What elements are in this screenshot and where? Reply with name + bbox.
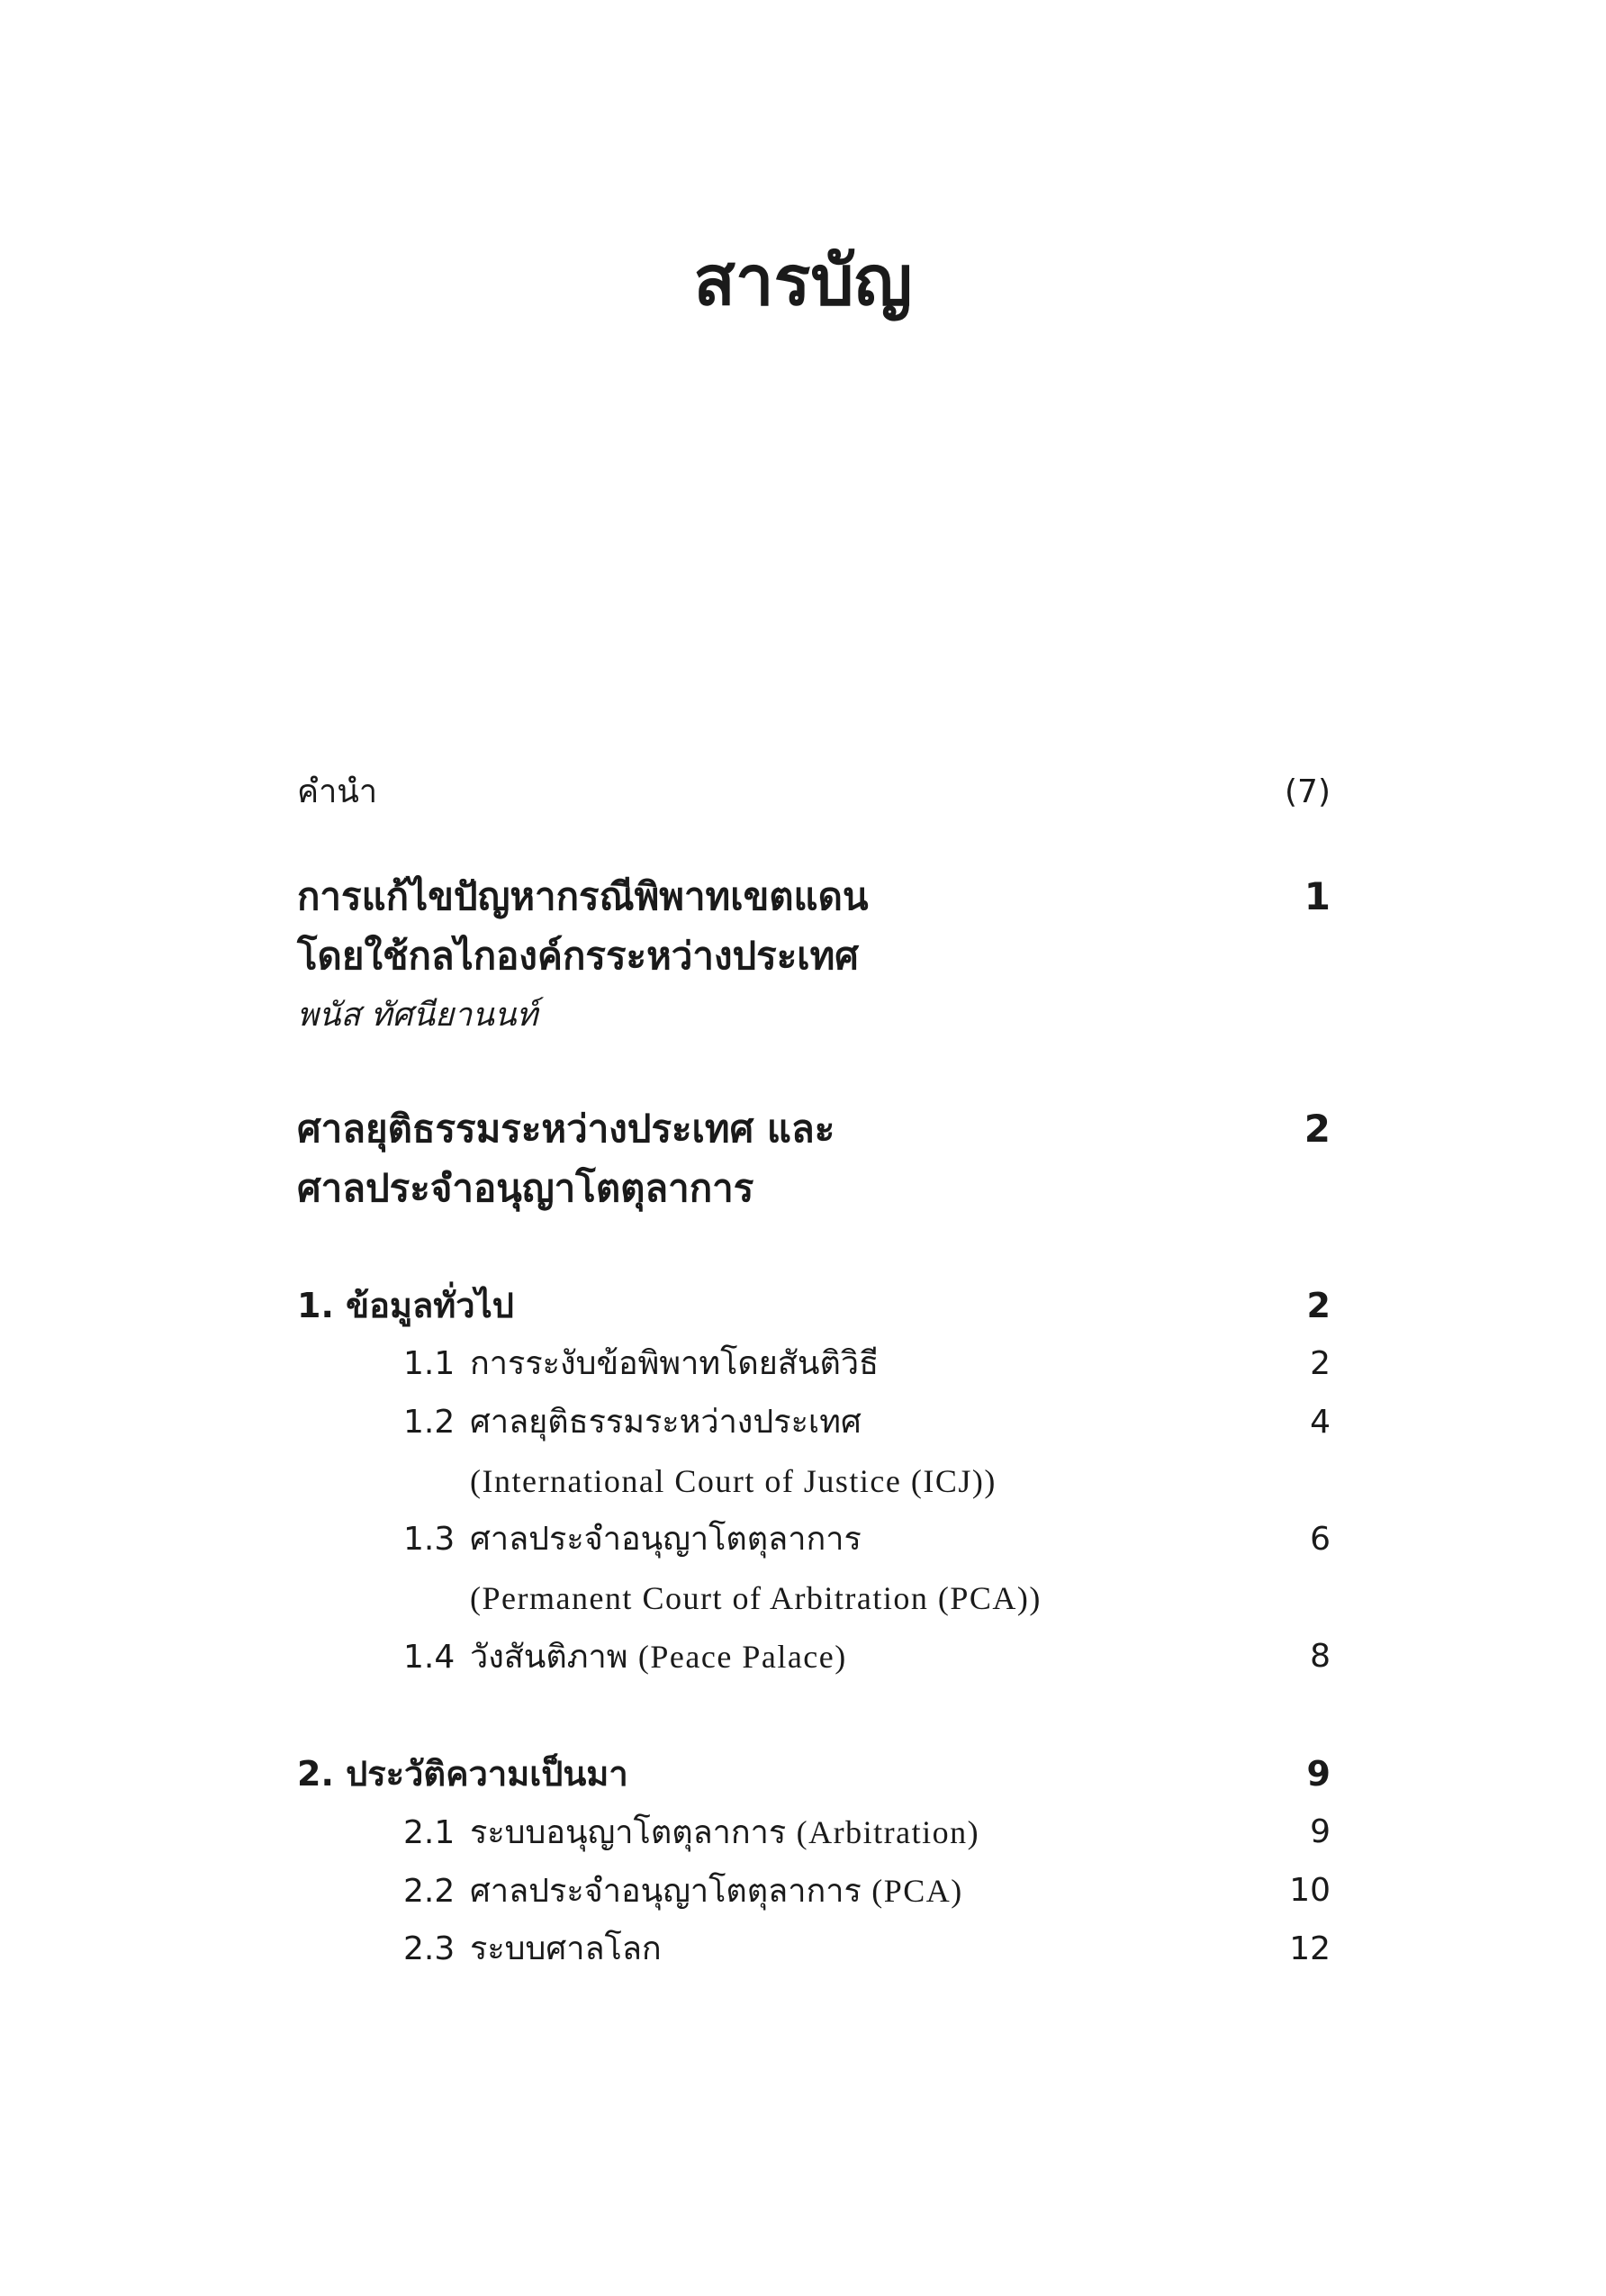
- toc-subsection-number: 1.3: [403, 1521, 456, 1558]
- toc-subsection-1-2[interactable]: [297, 1396, 1331, 1450]
- toc-subsection-number: 1.4: [403, 1639, 456, 1676]
- toc-subsection-page: 2: [1310, 1345, 1331, 1382]
- toc-subsection-title: ระบบอนุญาโตตุลาการ: [470, 1814, 787, 1851]
- toc-subsection-page: 9: [1310, 1813, 1331, 1850]
- toc-subsection-2-2[interactable]: [297, 1864, 1331, 1918]
- toc-subsection-title: ศาลประจำอนุญาโตตุลาการ: [470, 1521, 862, 1558]
- toc-subsection-title: ระบบศาลโลก: [470, 1930, 662, 1967]
- toc-section-page: 9: [1306, 1754, 1331, 1794]
- toc-subsection-english: (International Court of Justice (ICJ)): [470, 1463, 997, 1499]
- toc-subsection-1-3-sub: [297, 1571, 1331, 1625]
- toc-article-1[interactable]: [297, 870, 1331, 924]
- toc-article-title-line2: ศาลประจำอนุญาโตตุลาการ: [297, 1166, 754, 1210]
- toc-subsection-text: [403, 1630, 847, 1685]
- toc-section-1[interactable]: [297, 1279, 1331, 1333]
- toc-subsection-page: 6: [1310, 1521, 1331, 1558]
- toc-article-page: 2: [1304, 1107, 1331, 1151]
- toc-subsection-page: 10: [1289, 1872, 1331, 1909]
- toc-section-title: 2. ประวัติความเป็นมา: [297, 1754, 628, 1794]
- toc-article-author: พนัส ทัศนียานนท์: [297, 997, 538, 1034]
- toc-subsection-title: วังสันติภาพ: [470, 1639, 628, 1676]
- toc-section-title: 1. ข้อมูลทั่วไป: [297, 1286, 514, 1325]
- toc-subsection-1-2-sub: [297, 1454, 1331, 1508]
- toc-subsection-page: 8: [1310, 1638, 1331, 1675]
- toc-article-2-line2: [297, 1162, 1331, 1216]
- toc-subsection-2-3[interactable]: [297, 1922, 1331, 1976]
- toc-subsection-title: ศาลประจำอนุญาโตตุลาการ: [470, 1873, 862, 1910]
- page-title: สารบัญ: [693, 240, 913, 321]
- toc-subsection-number: 2.1: [403, 1814, 456, 1851]
- toc-subsection-number: 1.2: [403, 1404, 456, 1441]
- toc-section-2[interactable]: [297, 1747, 1331, 1801]
- toc-section-page: 2: [1306, 1286, 1331, 1325]
- toc-article-2[interactable]: [297, 1102, 1331, 1156]
- toc-subsection-text: [403, 1337, 879, 1391]
- toc-subsection-title: การระงับข้อพิพาทโดยสันติวิธี: [470, 1345, 880, 1382]
- toc-subsection-text: [403, 1864, 963, 1919]
- toc-entry-page: (7): [1285, 773, 1331, 810]
- toc-article-title-line1: ศาลยุติธรรมระหว่างประเทศ และ: [297, 1107, 835, 1151]
- toc-subsection-text: [403, 1805, 979, 1860]
- toc-entry-preface[interactable]: [297, 765, 1331, 819]
- toc-subsection-number: 2.2: [403, 1873, 456, 1910]
- toc-subsection-english: (Permanent Court of Arbitration (PCA)): [470, 1580, 1042, 1616]
- toc-subsection-title: ศาลยุติธรรมระหว่างประเทศ: [470, 1404, 862, 1441]
- toc-subsection-english: (PCA): [871, 1873, 963, 1909]
- toc-subsection-english: (Peace Palace): [637, 1639, 847, 1675]
- toc-subsection-number: 2.3: [403, 1930, 456, 1967]
- toc-article-title-line2: โดยใช้กลไกองค์กรระหว่างประเทศ: [297, 934, 859, 978]
- toc-subsection-number: 1.1: [403, 1345, 456, 1382]
- toc-subsection-1-1[interactable]: [297, 1337, 1331, 1391]
- toc-subsection-1-3[interactable]: [297, 1513, 1331, 1567]
- table-of-contents: [297, 0, 1331, 2296]
- toc-subsection-english: (Arbitration): [796, 1814, 980, 1850]
- toc-subsection-text: [403, 1396, 862, 1450]
- toc-subsection-page: 4: [1310, 1404, 1331, 1441]
- toc-subsection-page: 12: [1289, 1930, 1331, 1967]
- toc-subsection-2-1[interactable]: [297, 1805, 1331, 1859]
- toc-entry-label: คำนำ: [297, 773, 378, 810]
- toc-article-1-author: [297, 989, 1331, 1043]
- toc-article-page: 1: [1304, 874, 1331, 918]
- toc-subsection-text: [403, 1922, 662, 1976]
- toc-subsection-1-4[interactable]: [297, 1630, 1331, 1684]
- toc-article-1-line2: [297, 929, 1331, 983]
- toc-article-title-line1: การแก้ไขปัญหากรณีพิพาทเขตแดน: [297, 874, 869, 918]
- toc-subsection-text: [403, 1513, 862, 1567]
